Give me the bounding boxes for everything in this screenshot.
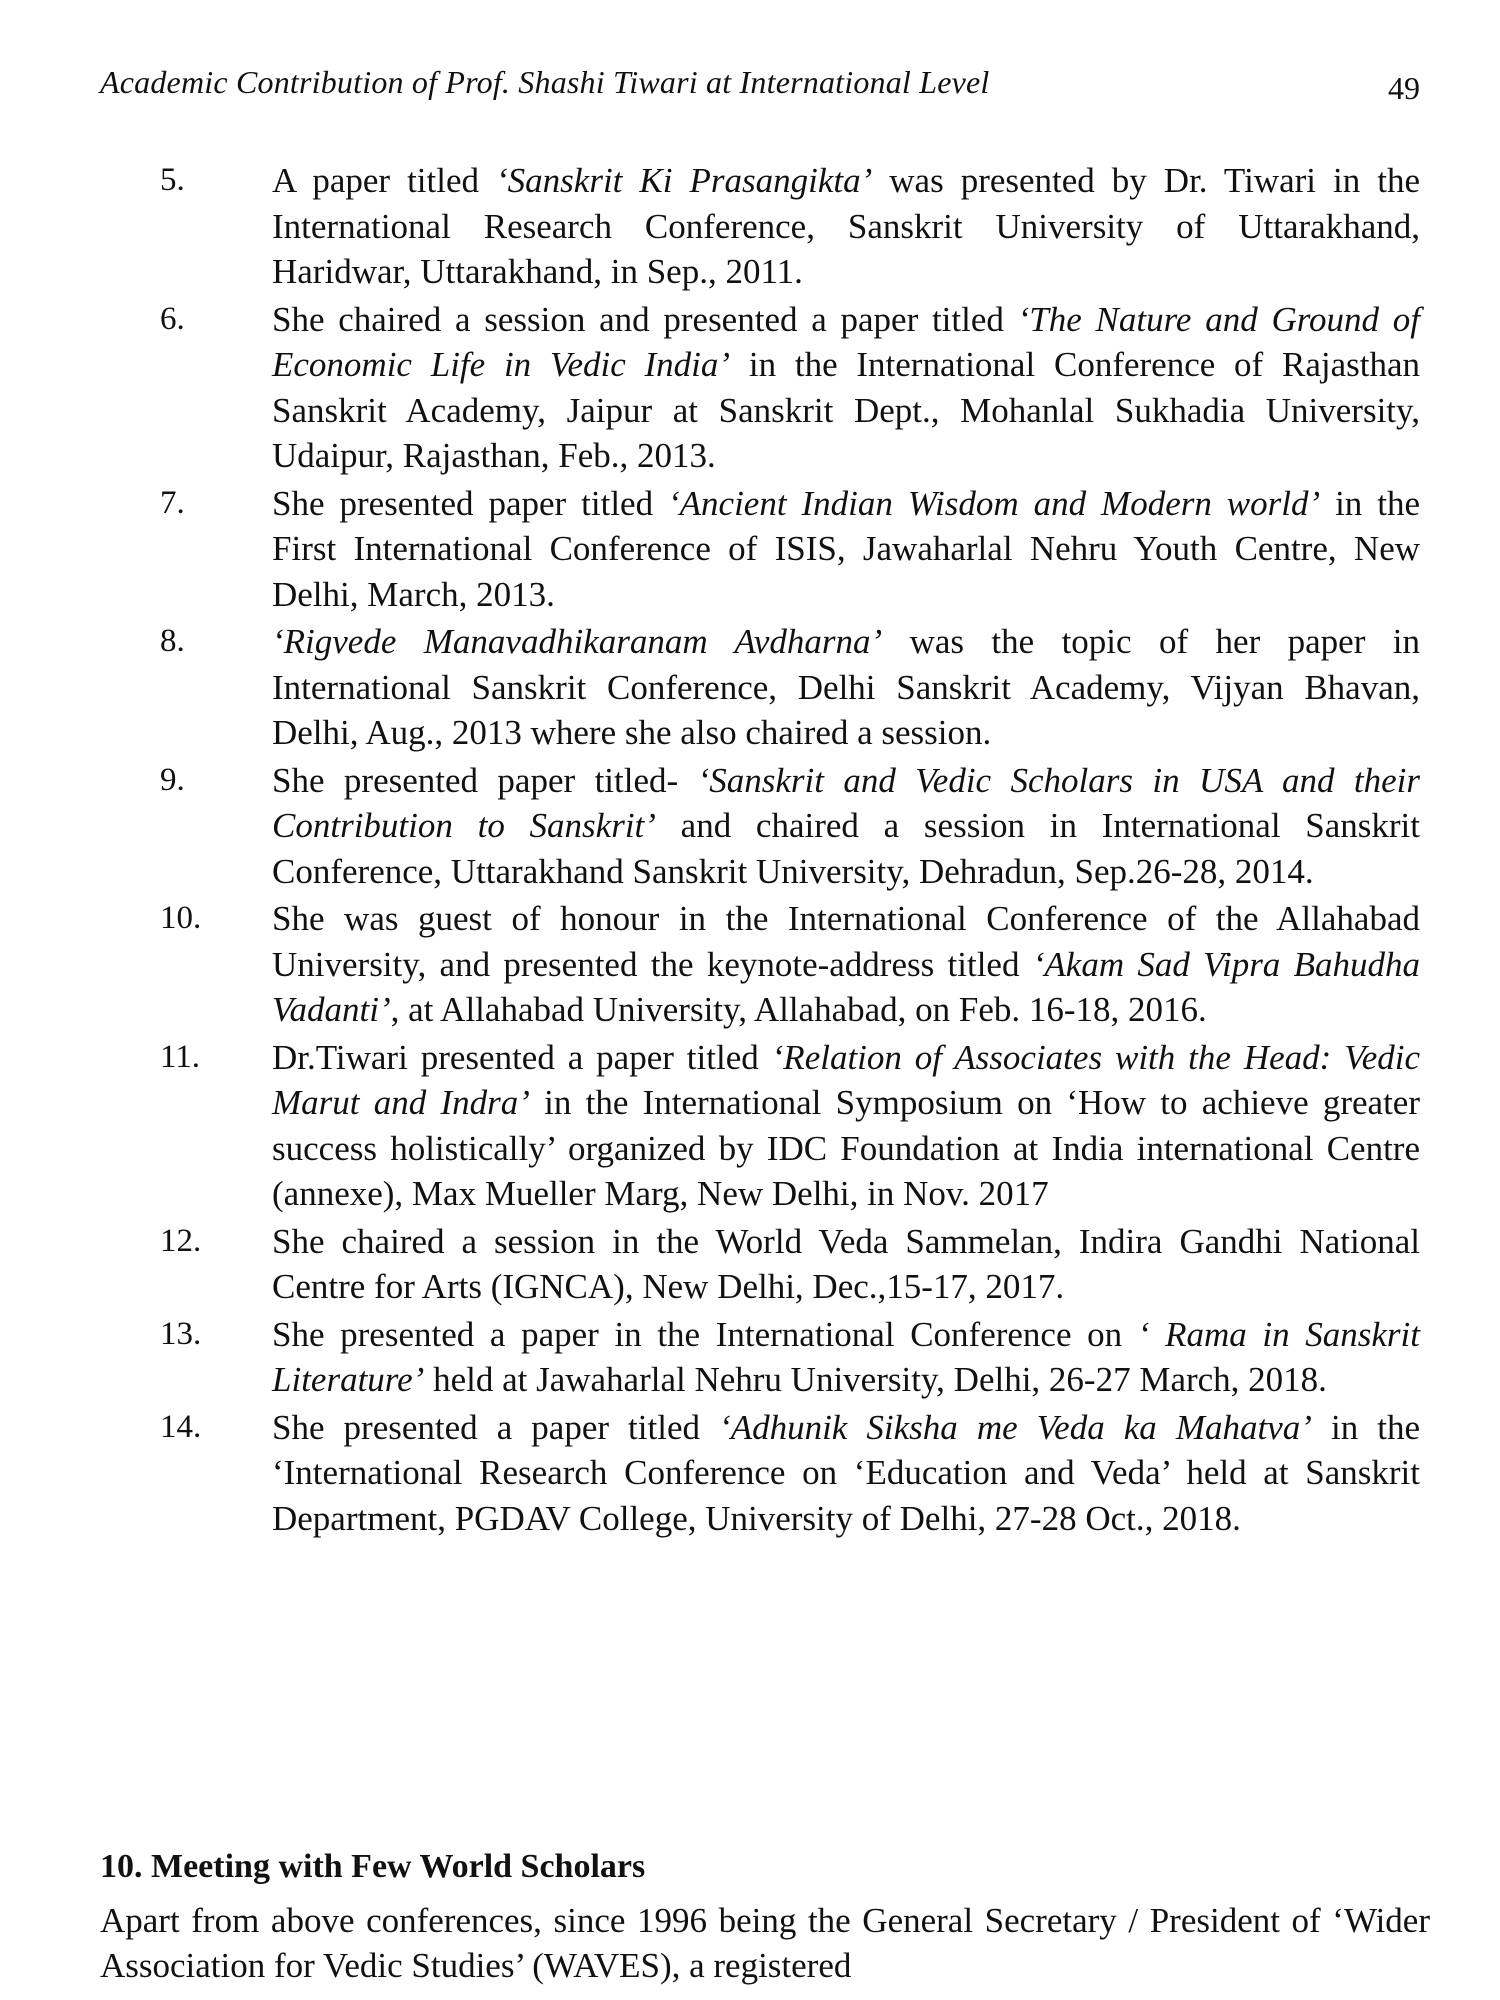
item-text: She chaired a session and presented a paper titled ‘The Nature and Ground of Economic Life in Vedic India’ in the International Conference of Rajasthan Sanskrit Academy, Jaipur at Sanskrit Dept., Mohanlal Sukhadia University, Udaipur, Rajasthan, Feb., 2013. (272, 299, 1421, 475)
section-heading: 10. Meeting with Few World Scholars (100, 1848, 646, 1885)
item-text: Dr.Tiwari presented a paper titled ‘Relation of Associates with the Head: Vedic Marut and Indra’ in the International Symposium on ‘How to achieve greater success holistically’ organized by IDC Foundation at India international Centre (annexe), Max Mueller Marg, New Delhi, in Nov. 2017 (272, 1037, 1421, 1213)
item-text: ‘Rigvede Manavadhikaranam Avdharna’ was the topic of her paper in International Sanskrit Conference, Delhi Sanskrit Academy, Vijyan Bhavan, Delhi, Aug., 2013 where she also chaired a session. (272, 622, 1420, 752)
paper-title: ‘Adhunik Siksha me Veda ka Mahatva’ (719, 1407, 1312, 1447)
page-number: 49 (1388, 70, 1420, 106)
item-text: She presented a paper in the International Conference on ‘ Rama in Sanskrit Literature’ held at Jawaharlal Nehru University, Delhi, 26-27 March, 2018. (272, 1314, 1421, 1399)
list-item (160, 619, 1420, 756)
list-item (160, 896, 1420, 1033)
paper-title: ‘Relation of Associates with the Head: Vedic Marut and Indra’ (272, 1037, 1421, 1122)
section-paragraph: Apart from above conferences, since 1996 being the General Secretary / President of ‘Wider Association for Vedic Studies’ (WAVES), a registered (100, 1901, 1430, 1985)
item-text: She presented paper titled- ‘Sanskrit and Vedic Scholars in USA and their Contribution to Sanskrit’ and chaired a session in International Sanskrit Conference, Uttarakhand Sanskrit University, Dehradun, Sep.26-28, 2014. (272, 760, 1420, 891)
paper-title: ‘The Nature and Ground of Economic Life in Vedic India’ (272, 299, 1421, 384)
item-number: 14. (160, 1408, 202, 1445)
paper-title: ‘Sanskrit and Vedic Scholars in USA and their Contribution to Sanskrit’ (272, 760, 1420, 845)
paper-title: ‘Ancient Indian Wisdom and Modern world’ (668, 483, 1321, 523)
item-number: 8. (160, 623, 185, 659)
item-text: She presented a paper titled ‘Adhunik Siksha me Veda ka Mahatva’ in the ‘International Research Conference on ‘Education and Veda’ held at Sanskrit Department, PGDAV College, University of Delhi, 27-28 Oct., 2018. (272, 1407, 1421, 1538)
section-meeting-scholars (100, 1844, 1430, 1988)
item-text: She was guest of honour in the International Conference of the Allahabad University, and presented the keynote-address titled ‘Akam Sad Vipra Bahudha Vadanti’, at Allahabad University, Allahabad, on Feb. 16-18, 2016. (272, 899, 1420, 1029)
list-item (160, 297, 1420, 479)
page-header (100, 64, 1420, 124)
contribution-list (160, 158, 1420, 1543)
list-item (160, 1035, 1420, 1217)
list-item (160, 758, 1420, 895)
item-number: 7. (160, 484, 185, 521)
paper-title: ‘Sanskrit Ki Prasangikta’ (496, 161, 873, 200)
running-title: Academic Contribution of Prof. Shashi Tiwari at International Level (100, 64, 990, 100)
item-number: 12. (160, 1222, 202, 1259)
paper-title: ‘Rigvede Manavadhikaranam Avdharna’ (272, 622, 883, 661)
list-item (160, 158, 1420, 295)
list-item (160, 1219, 1420, 1310)
item-number: 11. (160, 1038, 201, 1075)
item-text: She presented paper titled ‘Ancient Indian Wisdom and Modern world’ in the First International Conference of ISIS, Jawaharlal Nehru Youth Centre, New Delhi, March, 2013. (272, 483, 1420, 614)
list-item (160, 481, 1420, 618)
list-item (160, 1405, 1420, 1542)
item-text: She chaired a session in the World Veda Sammelan, Indira Gandhi National Centre for Arts (IGNCA), New Delhi, Dec.,15-17, 2017. (272, 1221, 1420, 1306)
list-item (160, 1312, 1420, 1403)
paper-title: ‘Akam Sad Vipra Bahudha Vadanti’ (272, 944, 1420, 1029)
paper-title: ‘ Rama in Sanskrit Literature’ (272, 1314, 1421, 1399)
item-number: 13. (160, 1315, 202, 1352)
item-number: 6. (160, 300, 185, 337)
item-text: A paper titled ‘Sanskrit Ki Prasangikta’ was presented by Dr. Tiwari in the International Research Conference, Sanskrit University of Uttarakhand, Haridwar, Uttarakhand, in Sep., 2011. (272, 161, 1420, 291)
item-number: 5. (160, 162, 185, 198)
item-number: 10. (160, 900, 202, 936)
item-number: 9. (160, 761, 185, 798)
